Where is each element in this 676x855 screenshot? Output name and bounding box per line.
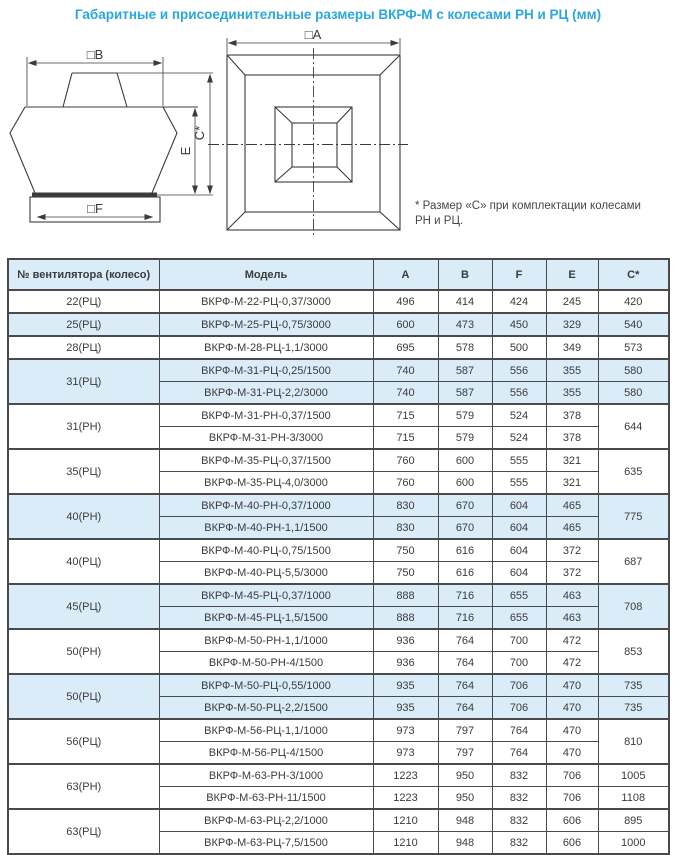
dim-f-cell: 832	[492, 809, 546, 832]
dim-f-cell: 700	[492, 652, 546, 675]
dim-c-cell: 1005	[598, 764, 669, 787]
dim-c-cell: 853	[598, 629, 669, 674]
header-e: E	[546, 259, 598, 290]
dim-e-cell: 321	[546, 449, 598, 472]
dim-f-cell: 764	[492, 719, 546, 742]
dim-a-cell: 973	[373, 742, 438, 765]
dim-b-cell: 600	[438, 472, 492, 495]
wheel-cell: 25(РЦ)	[8, 313, 159, 336]
dim-e-cell: 472	[546, 629, 598, 652]
dim-f-cell: 655	[492, 584, 546, 607]
dim-e-cell: 470	[546, 697, 598, 720]
dim-e-cell: 470	[546, 742, 598, 765]
dim-b-cell: 579	[438, 427, 492, 450]
dim-c-cell: 540	[598, 313, 669, 336]
footnote	[415, 199, 660, 229]
hub-inner-square	[292, 123, 337, 167]
header-wheel: № вентилятора (колесо)	[8, 259, 159, 290]
dim-b-cell: 587	[438, 382, 492, 405]
dim-b-cell: 578	[438, 336, 492, 359]
dim-f-cell: 424	[492, 290, 546, 313]
footnote-line1: * Размер «С» при комплектации колесами	[415, 200, 641, 212]
dim-a-cell: 935	[373, 674, 438, 697]
table-row	[8, 674, 669, 697]
page-title: Габаритные и присоединительные размеры ВКРФ-М с колесами РН и РЦ (мм)	[74, 7, 602, 22]
dim-b-cell: 716	[438, 584, 492, 607]
dim-a-cell: 715	[373, 404, 438, 427]
wheel-cell: 63(РН)	[8, 764, 159, 809]
model-cell: ВКРФ-М-28-РЦ-1,1/3000	[159, 336, 373, 359]
dim-b	[27, 57, 163, 106]
dimensions-table	[7, 258, 670, 855]
dim-c-cell: 735	[598, 674, 669, 697]
model-cell: ВКРФ-М-31-РН-0,37/1500	[159, 404, 373, 427]
footnote-line2: РН и РЦ.	[415, 215, 464, 227]
model-cell: ВКРФ-М-50-РЦ-2,2/1500	[159, 697, 373, 720]
dim-b-cell: 716	[438, 607, 492, 630]
header-b: B	[438, 259, 492, 290]
dim-f-cell: 500	[492, 336, 546, 359]
dim-a-cell: 830	[373, 494, 438, 517]
dim-a-cell: 715	[373, 427, 438, 450]
header-c: C*	[598, 259, 669, 290]
dim-a-cell: 1210	[373, 832, 438, 855]
table-row	[8, 290, 669, 313]
model-cell: ВКРФ-М-40-РЦ-5,5/3000	[159, 562, 373, 585]
model-cell: ВКРФ-М-50-РН-1,1/1000	[159, 629, 373, 652]
dim-e-cell: 706	[546, 787, 598, 810]
table-row	[8, 809, 669, 832]
fan-body	[10, 107, 177, 193]
dim-a-cell: 936	[373, 629, 438, 652]
model-cell: ВКРФ-М-35-РЦ-0,37/1500	[159, 449, 373, 472]
dim-e-cell: 378	[546, 427, 598, 450]
dim-e-cell: 463	[546, 607, 598, 630]
table-row	[8, 336, 669, 359]
dim-a-cell: 600	[373, 313, 438, 336]
dim-e-cell: 465	[546, 494, 598, 517]
center-lines	[208, 48, 408, 238]
dim-a-cell: 740	[373, 359, 438, 382]
dim-e-cell: 321	[546, 472, 598, 495]
model-cell: ВКРФ-М-63-РН-11/1500	[159, 787, 373, 810]
dim-f-cell: 604	[492, 517, 546, 540]
model-cell: ВКРФ-М-56-РЦ-1,1/1000	[159, 719, 373, 742]
fan-base-plate	[32, 193, 157, 198]
model-cell: ВКРФ-М-63-РН-3/1000	[159, 764, 373, 787]
dim-f-cell: 556	[492, 382, 546, 405]
dim-e-cell: 245	[546, 290, 598, 313]
model-cell: ВКРФ-М-56-РЦ-4/1500	[159, 742, 373, 765]
dim-c-cell: 735	[598, 697, 669, 720]
dim-f-cell: 524	[492, 404, 546, 427]
dim-e-cell: 355	[546, 359, 598, 382]
dim-c-cell: 644	[598, 404, 669, 449]
wheel-cell: 28(РЦ)	[8, 336, 159, 359]
model-cell: ВКРФ-М-50-РН-4/1500	[159, 652, 373, 675]
header-model: Модель	[159, 259, 373, 290]
wheel-cell: 50(РЦ)	[8, 674, 159, 719]
header-a: A	[373, 259, 438, 290]
wheel-cell: 40(РЦ)	[8, 539, 159, 584]
dim-b-cell: 473	[438, 313, 492, 336]
dim-a-cell: 1223	[373, 787, 438, 810]
dim-a-cell: 740	[373, 382, 438, 405]
table-row	[8, 764, 669, 787]
dim-f-cell: 604	[492, 539, 546, 562]
dim-b-cell: 764	[438, 629, 492, 652]
dim-f-cell: 655	[492, 607, 546, 630]
dim-c-cell: 1000	[598, 832, 669, 855]
dim-b-cell: 670	[438, 494, 492, 517]
table-header-row	[8, 259, 669, 290]
table-row	[8, 449, 669, 472]
dim-b-cell: 950	[438, 764, 492, 787]
dim-e-cell: 355	[546, 382, 598, 405]
wheel-cell: 35(РЦ)	[8, 449, 159, 494]
dim-c-cell: 635	[598, 449, 669, 494]
dim-b-cell: 764	[438, 697, 492, 720]
dim-a-cell: 750	[373, 539, 438, 562]
dim-f-cell: 604	[492, 562, 546, 585]
header-f: F	[492, 259, 546, 290]
dim-c-cell: 573	[598, 336, 669, 359]
dim-b-cell: 948	[438, 809, 492, 832]
wheel-cell: 50(РН)	[8, 629, 159, 674]
dim-e-cell: 372	[546, 539, 598, 562]
model-cell: ВКРФ-М-63-РЦ-7,5/1500	[159, 832, 373, 855]
dim-b-cell: 764	[438, 652, 492, 675]
model-cell: ВКРФ-М-35-РЦ-4,0/3000	[159, 472, 373, 495]
dim-b-cell: 579	[438, 404, 492, 427]
model-cell: ВКРФ-М-22-РЦ-0,37/3000	[159, 290, 373, 313]
dim-a-cell: 973	[373, 719, 438, 742]
dim-f-cell: 450	[492, 313, 546, 336]
dim-f-cell: 764	[492, 742, 546, 765]
dim-e-cell: 378	[546, 404, 598, 427]
wheel-cell: 56(РЦ)	[8, 719, 159, 764]
dim-e-cell: 349	[546, 336, 598, 359]
dim-f-cell: 832	[492, 764, 546, 787]
dim-c-cell: 420	[598, 290, 669, 313]
model-cell: ВКРФ-М-45-РЦ-1,5/1500	[159, 607, 373, 630]
dim-b-cell: 414	[438, 290, 492, 313]
dim-b-cell: 587	[438, 359, 492, 382]
model-cell: ВКРФ-М-50-РЦ-0,55/1000	[159, 674, 373, 697]
dim-f-cell: 706	[492, 674, 546, 697]
dim-a-cell: 936	[373, 652, 438, 675]
table-row	[8, 313, 669, 336]
wheel-cell: 31(РЦ)	[8, 359, 159, 404]
dim-e-cell: 606	[546, 809, 598, 832]
dim-e-cell: 470	[546, 719, 598, 742]
casing-inner-square	[245, 75, 380, 212]
dim-a-label: □A	[304, 27, 322, 42]
wheel-cell: 40(РН)	[8, 494, 159, 539]
dim-f-cell: 555	[492, 472, 546, 495]
dim-b-cell: 948	[438, 832, 492, 855]
model-cell: ВКРФ-М-45-РЦ-0,37/1000	[159, 584, 373, 607]
fan-cap	[63, 73, 127, 107]
dim-b-cell: 600	[438, 449, 492, 472]
dim-c-cell: 895	[598, 809, 669, 832]
dim-f-cell: 555	[492, 449, 546, 472]
wheel-cell: 22(РЦ)	[8, 290, 159, 313]
dim-c-cell: 580	[598, 359, 669, 382]
dim-f-cell: 706	[492, 697, 546, 720]
dim-a-cell: 496	[373, 290, 438, 313]
table-row	[8, 719, 669, 742]
model-cell: ВКРФ-М-31-РЦ-0,25/1500	[159, 359, 373, 382]
dim-b-label: □B	[86, 47, 104, 62]
dim-b-cell: 670	[438, 517, 492, 540]
dim-c-cell: 687	[598, 539, 669, 584]
dim-a-cell: 760	[373, 449, 438, 472]
dim-a-cell: 888	[373, 584, 438, 607]
table-row	[8, 494, 669, 517]
model-cell: ВКРФ-М-40-РН-0,37/1000	[159, 494, 373, 517]
table-row	[8, 584, 669, 607]
dim-b-cell: 764	[438, 674, 492, 697]
dim-f-cell: 700	[492, 629, 546, 652]
table-row	[8, 629, 669, 652]
dim-c-cell: 1108	[598, 787, 669, 810]
model-cell: ВКРФ-М-31-РЦ-2,2/3000	[159, 382, 373, 405]
dim-b-cell: 616	[438, 539, 492, 562]
dim-f-cell: 604	[492, 494, 546, 517]
dim-b-cell: 797	[438, 742, 492, 765]
table-row	[8, 539, 669, 562]
wheel-cell: 31(РН)	[8, 404, 159, 449]
size-table-body	[8, 290, 669, 854]
dim-c-label: C*	[192, 125, 207, 141]
dim-a-cell: 888	[373, 607, 438, 630]
dim-a-cell: 695	[373, 336, 438, 359]
dim-e-cell: 465	[546, 517, 598, 540]
dim-b-cell: 950	[438, 787, 492, 810]
table-row	[8, 359, 669, 382]
model-cell: ВКРФ-М-25-РЦ-0,75/3000	[159, 313, 373, 336]
dim-a-cell: 1210	[373, 809, 438, 832]
dim-b-cell: 797	[438, 719, 492, 742]
dim-a-cell: 830	[373, 517, 438, 540]
wheel-cell: 45(РЦ)	[8, 584, 159, 629]
dim-f-cell: 832	[492, 832, 546, 855]
dim-a-cell: 1223	[373, 764, 438, 787]
dim-c-cell: 580	[598, 382, 669, 405]
dim-e-cell: 606	[546, 832, 598, 855]
dim-a-cell: 935	[373, 697, 438, 720]
wheel-cell: 63(РЦ)	[8, 809, 159, 854]
dim-c-cell: 775	[598, 494, 669, 539]
dim-c-cell: 810	[598, 719, 669, 764]
dim-e-cell: 472	[546, 652, 598, 675]
dim-e-cell: 463	[546, 584, 598, 607]
dim-f-cell: 524	[492, 427, 546, 450]
dim-e-cell: 470	[546, 674, 598, 697]
model-cell: ВКРФ-М-63-РЦ-2,2/1000	[159, 809, 373, 832]
dim-b-cell: 616	[438, 562, 492, 585]
model-cell: ВКРФ-М-40-РН-1,1/1500	[159, 517, 373, 540]
dim-e-label: E	[178, 146, 193, 156]
dim-f-cell: 556	[492, 359, 546, 382]
model-cell: ВКРФ-М-31-РН-3/3000	[159, 427, 373, 450]
table-row	[8, 404, 669, 427]
dim-c-cell: 708	[598, 584, 669, 629]
dim-e-cell: 329	[546, 313, 598, 336]
dim-f-label: □F	[87, 201, 103, 216]
side-view-drawing	[10, 47, 213, 222]
dim-f-cell: 832	[492, 787, 546, 810]
model-cell: ВКРФ-М-40-РЦ-0,75/1500	[159, 539, 373, 562]
dim-a-cell: 750	[373, 562, 438, 585]
top-view-drawing	[208, 27, 408, 238]
dim-e-cell: 706	[546, 764, 598, 787]
dim-e-cell: 372	[546, 562, 598, 585]
dim-a-cell: 760	[373, 472, 438, 495]
